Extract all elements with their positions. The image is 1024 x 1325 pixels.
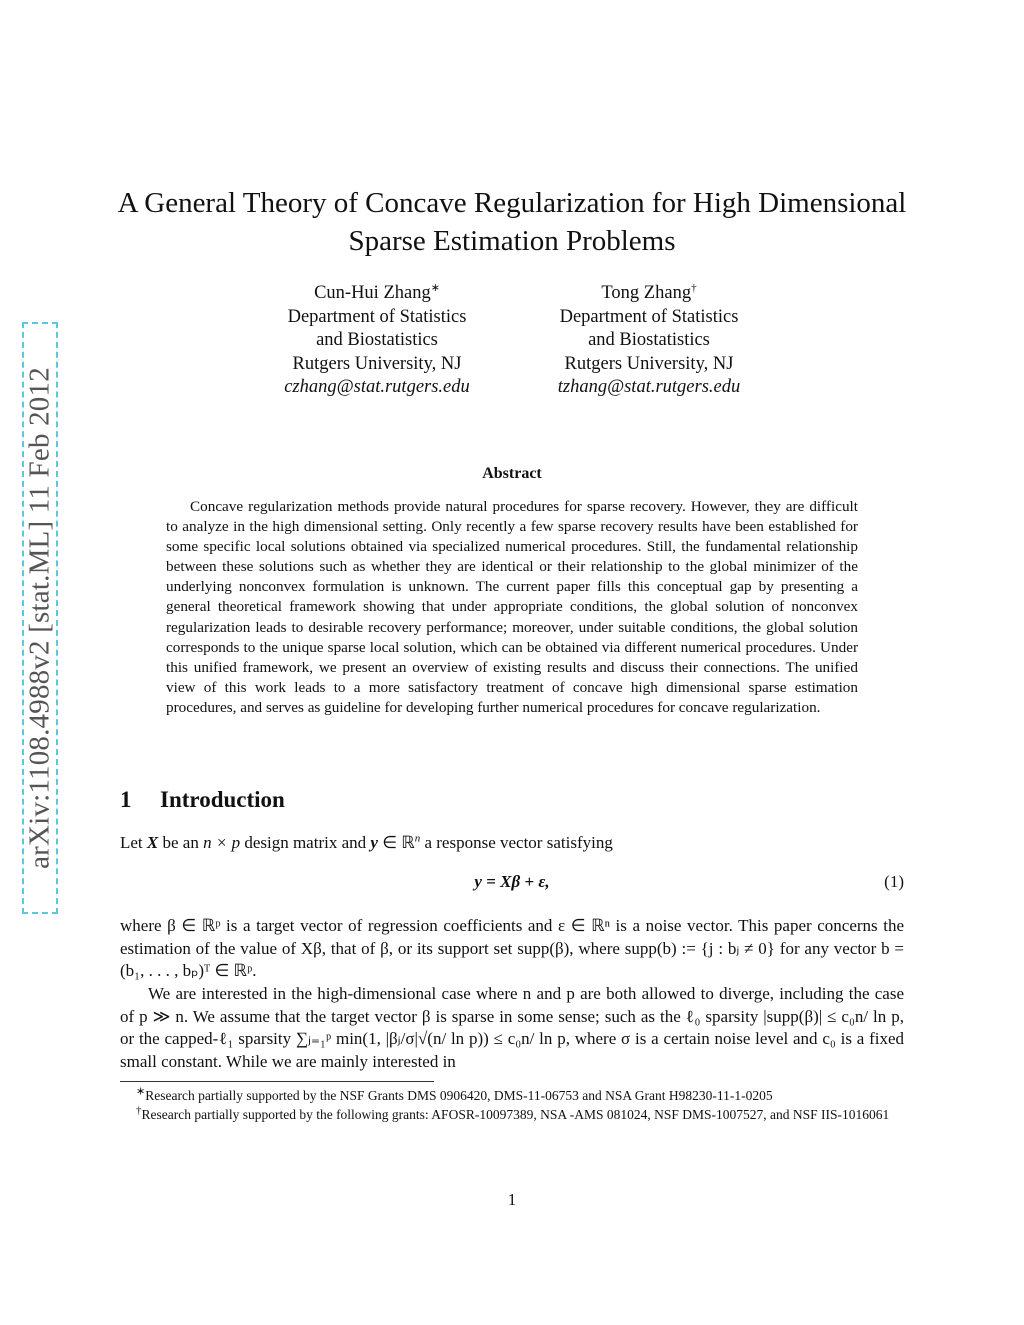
author-2-affiliation: Rutgers University, NJ (564, 353, 734, 374)
paper-title (110, 184, 914, 260)
footnote-2-text: Research partially supported by the following grants: AFOSR-10097389, NSA -AMS 081024, NSF DMS-1007527, and NSF IIS-1016061 (141, 1106, 890, 1122)
footnote-2 (120, 1106, 904, 1125)
author-2-dept2: and Biostatistics (588, 330, 710, 350)
arxiv-stamp-text: arXiv:1108.4988v2 [stat.ML] 11 Feb 2012 (23, 367, 56, 869)
footnote-1-mark: ∗ (136, 1085, 146, 1098)
author-1-name: Cun-Hui Zhang (314, 283, 431, 303)
intro-paragraph-1 (120, 832, 904, 855)
math-n-by-p: n × p (203, 833, 241, 852)
author-1-mark: ∗ (430, 281, 440, 294)
author-1-dept2: and Biostatistics (316, 330, 438, 350)
title-line-1: A General Theory of Concave Regularization for High Dimensional (117, 187, 907, 219)
author-2-mark: † (691, 281, 697, 294)
intro-paragraph-2: where β ∈ ℝᵖ is a target vector of regression coefficients and ε ∈ ℝⁿ is a noise vector. This paper concerns the estimation of the value of Xβ, that of β, or its support set supp(β), where supp(b) := {j : bⱼ ≠ 0} for any vector b = (b₁, . . . , bₚ)ᵀ ∈ ℝᵖ. (120, 916, 904, 981)
author-1-affiliation: Rutgers University, NJ (292, 353, 462, 374)
author-1-name-line (247, 282, 507, 306)
author-1-email: czhang@stat.rutgers.edu (284, 377, 470, 397)
math-superscript-n: n (414, 832, 421, 845)
author-2 (519, 282, 779, 400)
title-line-2: Sparse Estimation Problems (348, 225, 676, 257)
author-2-email: tzhang@stat.rutgers.edu (557, 377, 741, 397)
math-X: X (146, 833, 159, 852)
author-2-name-line (519, 282, 779, 306)
intro-paragraph-3: We are interested in the high-dimensional case where n and p are both allowed to diverge, including the case of p ≫ n. We assume that the target vector β is sparse in some sense; such as the ℓ₀ sparsity |supp(β)| ≤ c₀n/ ln p, or the capped-ℓ₁ sparsity ∑ⱼ₌₁ᵖ min(1, |βⱼ/σ|√(n/ ln p)) ≤ c₀n/ ln p, where σ is a certain noise level and c₀ is a fixed small constant. While we are mainly interested in (120, 984, 904, 1072)
footnote-rule (120, 1081, 434, 1082)
author-2-dept1: Department of Statistics (559, 306, 739, 327)
equation-1-body: y = Xβ + ε, (474, 872, 550, 891)
abstract-heading: Abstract (482, 465, 542, 482)
intro-text: design matrix and (240, 833, 371, 852)
footnote-1 (120, 1087, 904, 1106)
math-y: y (370, 833, 378, 852)
equation-1-number: (1) (884, 872, 904, 891)
author-1-dept1: Department of Statistics (287, 306, 467, 327)
footnote-2-mark: † (136, 1104, 142, 1116)
author-2-name: Tong Zhang (601, 283, 692, 303)
abstract-text: Concave regularization methods provide natural procedures for sparse recovery. However, they are difficult to analyze in the high dimensional setting. Only recently a few sparse recovery results have been established for some specific local solutions obtained via specialized numerical procedures. Still, the fundamental relationship between these solutions such as whether they are identical or their relationship to the global minimizer of the underlying nonconvex formulation is unknown. The current paper fills this conceptual gap by presenting a general theoretical framework showing that under appropriate conditions, the global solution of nonconvex regularization leads to desirable recovery performance; moreover, under suitable conditions, the global solution corresponds to the unique sparse local solution, which can be obtained via different numerical procedures. Under this unified framework, we present an overview of existing results and discuss their connections. The unified view of this work leads to a more satisfactory treatment of concave high dimensional sparse estimation procedures, and serves as guideline for developing further numerical procedures for concave regularization. (166, 498, 858, 716)
intro-text: be an (158, 833, 204, 852)
section-title: Introduction (160, 787, 285, 812)
page-number: 1 (507, 1190, 517, 1209)
section-number: 1 (120, 787, 132, 812)
intro-text: a response vector satisfying (420, 833, 613, 852)
footnote-1-text: Research partially supported by the NSF Grants DMS 0906420, DMS-11-06753 and NSA Grant H98230-11-1-0205 (145, 1088, 773, 1103)
author-1 (247, 282, 507, 400)
section-heading (120, 787, 285, 813)
intro-text: ∈ ℝ (377, 833, 415, 852)
arxiv-stamp (22, 322, 58, 914)
intro-text: Let (120, 833, 147, 852)
footnotes (120, 1087, 904, 1124)
